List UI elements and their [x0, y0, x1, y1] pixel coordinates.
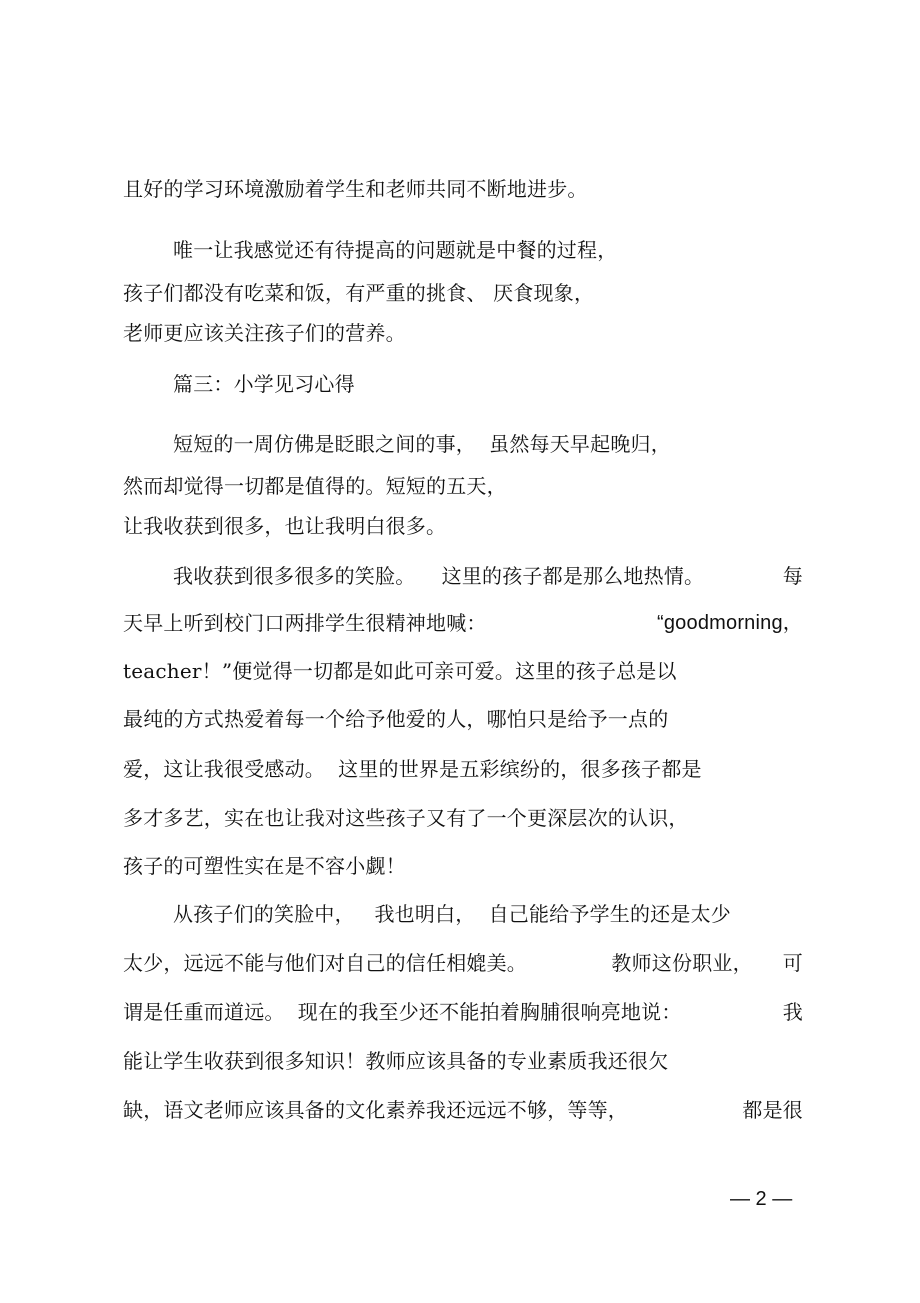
paragraph-line: [123, 1098, 803, 1122]
text-segment: 谓是任重而道远。 现在的我至少还不能拍着胸脯很响亮地说：: [123, 1000, 682, 1024]
paragraph-line: 唯一让我感觉还有待提高的问题就是中餐的过程，: [173, 238, 618, 262]
paragraph-line: 从孩子们的笑脸中， 我也明白， 自己能给予学生的还是太少: [173, 902, 731, 926]
text-segment: 都是很: [742, 1098, 803, 1122]
paragraph-line: 且好的学习环境激励着学生和老师共同不断地进步。: [123, 177, 588, 201]
paragraph-line: [123, 1000, 803, 1024]
paragraph-line: 能让学生收获到很多知识！教师应该具备的专业素质我还很欠: [123, 1049, 669, 1073]
page-number: — 2 —: [730, 1188, 793, 1210]
paragraph-line: 最纯的方式热爱着每一个给予他爱的人，哪怕只是给予一点的: [123, 707, 669, 731]
paragraph-line: teacher！”便觉得一切都是如此可亲可爱。这里的孩子总是以: [123, 659, 677, 683]
text-segment: 天早上听到校门口两排学生很精神地喊：: [123, 611, 487, 635]
paragraph-line: 多才多艺，实在也让我对这些孩子又有了一个更深层次的认识，: [123, 806, 689, 830]
text-segment: 我收获到很多很多的笑脸。 这里的孩子都是那么地热情。: [173, 564, 705, 588]
text-segment: 缺，语文老师应该具备的文化素养我还远远不够，等等，: [123, 1098, 628, 1122]
text-segment: 太少，远远不能与他们对自己的信任相媲美。: [123, 951, 527, 975]
paragraph-line: 让我收获到很多，也让我明白很多。: [123, 514, 447, 538]
paragraph-line: 爱，这让我很受感动。 这里的世界是五彩缤纷的，很多孩子都是: [123, 757, 702, 781]
paragraph-line: [123, 611, 803, 635]
text-segment: 每: [782, 564, 803, 588]
text-segment: 可: [782, 951, 803, 975]
paragraph-line: 老师更应该关注孩子们的营养。: [123, 321, 406, 345]
paragraph-line: 短短的一周仿佛是眨眼之间的事， 虽然每天早起晚归，: [173, 432, 671, 456]
text-segment: 我: [782, 1000, 803, 1024]
text-segment: “goodmorning，: [656, 612, 803, 634]
paragraph-line: 孩子的可塑性实在是不容小觑！: [123, 854, 406, 878]
paragraph-line: [123, 951, 803, 975]
text-segment: 教师这份职业，: [611, 951, 753, 975]
section-heading: 篇三：小学见习心得: [173, 372, 355, 396]
paragraph-line: 然而却觉得一切都是值得的。短短的五天，: [123, 474, 507, 498]
paragraph-line: 孩子们都没有吃菜和饭，有严重的挑食、 厌食现象，: [123, 281, 595, 305]
paragraph-line: [173, 564, 803, 588]
